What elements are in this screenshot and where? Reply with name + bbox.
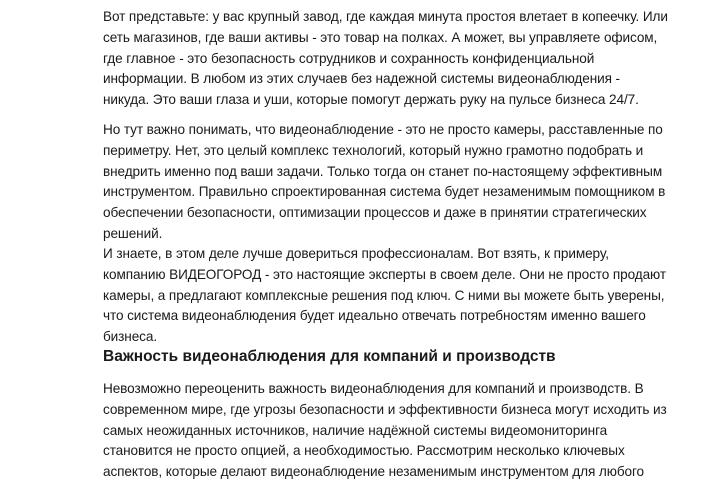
paragraph-importance: Невозможно переоценить важность видеонаблюдения для компаний и производств. В современном мире, где угрозы безопасности и эффективности бизнеса могут исходить из самых неожиданных источников, наличие надёжной системы видеомониторинга становится не просто опцией, а необходимостью. Рассмотрим несколько ключевых аспектов, которые делают видеонаблюдение незаменимым инструментом для любого [103,381,667,480]
paragraph-intro: Вот представьте: у вас крупный завод, где каждая минута простоя влетает в копеечку. Или сеть магазинов, где ваши активы - это товар на полках. А может, вы управляете офисом, где главное - это безопасность сотрудников и сохранность конфиденциальной информации. В любом из этих случаев без надежной системы видеонаблюдения - никуда. Это ваши глаза и уши, которые помогут держать руку на пульсе бизнеса 24/7. [103,9,668,108]
paragraph-professionals: И знаете, в этом деле лучше довериться профессионалам. Вот взять, к примеру, компанию ВИДЕОГОРОД - это настоящие эксперты в своем деле. Они не просто продают камеры, а предлагают комплексные решения под ключ. С ними вы можете быть уверены, что система видеонаблюдения будет идеально отвечать потребностям именно вашего бизнеса. [103,246,666,345]
paragraph-technology: Но тут важно понимать, что видеонаблюдение - это не просто камеры, расставленные по периметру. Нет, это целый комплекс технологий, который нужно грамотно подобрать и внедрить именно под ваши задачи. Только тогда он станет по-настоящему эффективным инструментом. Правильно спроектированная система будет незаменимым помощником в обеспечении безопасности, оптимизации процессов и даже в принятии стратегических решений. [103,122,666,241]
section-heading: Важность видеонаблюдения для компаний и производств [103,348,556,365]
